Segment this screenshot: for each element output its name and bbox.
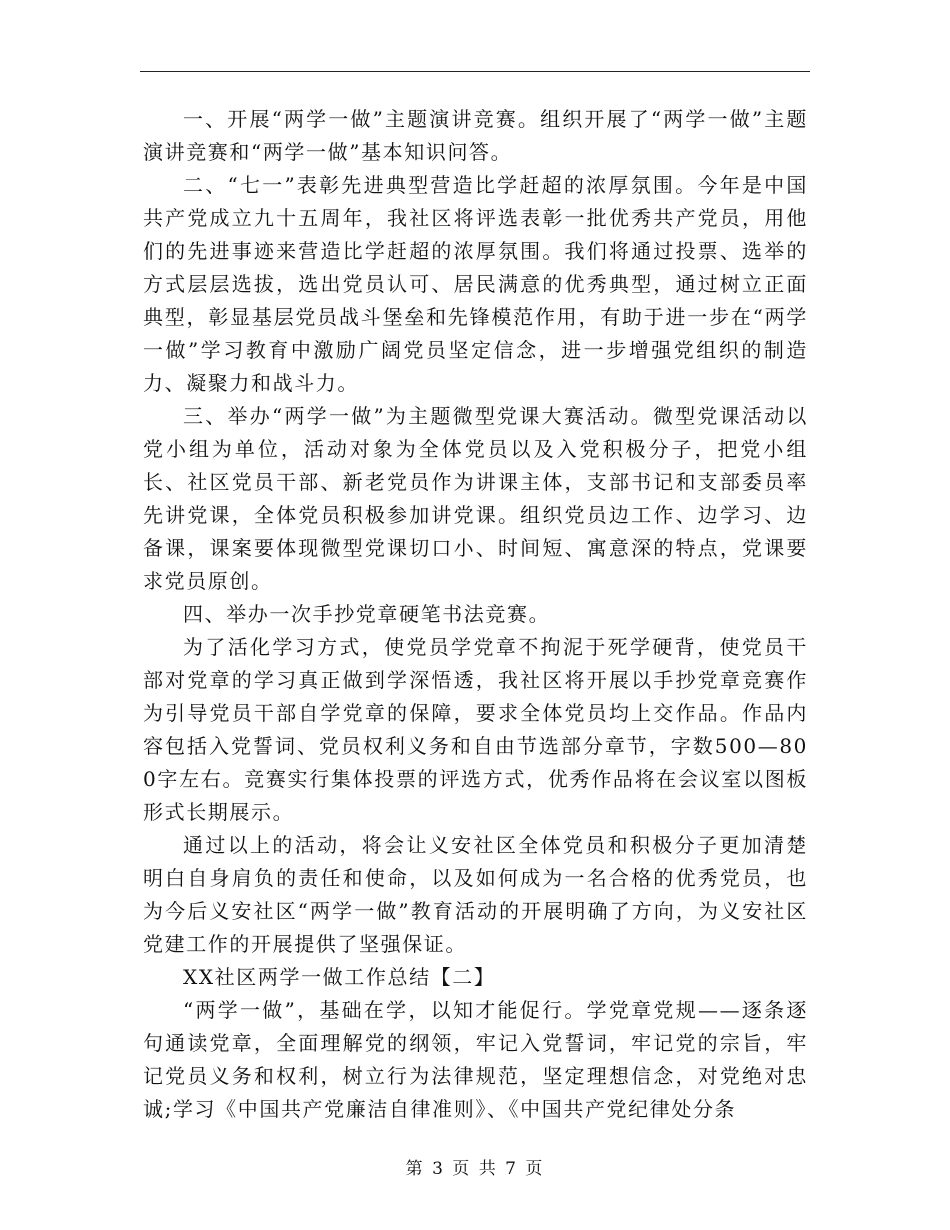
paragraph-item-1: 一、开展“两学一做”主题演讲竞赛。组织开展了“两学一做”主题演讲竞赛和“两学一做”基本知识问答。 bbox=[143, 107, 808, 164]
document-body bbox=[143, 103, 808, 1126]
section-heading: XX社区两学一做工作总结【二】 bbox=[183, 965, 496, 989]
header-rule bbox=[140, 71, 810, 72]
page-number-footer: 第 3 页 共 7 页 bbox=[405, 1159, 545, 1179]
paragraph-item-6: 通过以上的活动，将会让义安社区全体党员和积极分子更加清楚明白自身肩负的责任和使命，以及如何成为一名合格的优秀党员，也为今后义安社区“两学一做”教育活动的开展明确了方向，为义安社区党建工作的开展提供了坚强保证。 bbox=[143, 833, 808, 956]
paragraph-item-8: “两学一做”，基础在学，以知才能促行。学党章党规——逐条逐句通读党章，全面理解党的纲领，牢记入党誓词，牢记党的宗旨，牢记党员义务和权利，树立行为法律规范，坚定理想信念，对党绝对忠诚;学习《中国共产党廉洁自律准则》、《中国共产党纪律处分条 bbox=[143, 998, 808, 1121]
paragraph-item-4: 四、举办一次手抄党章硬笔书法竞赛。 bbox=[183, 602, 551, 626]
paragraph-item-5: 为了活化学习方式，使党员学党章不拘泥于死学硬背，使党员干部对党章的学习真正做到学深悟透，我社区将开展以手抄党章竞赛作为引导党员干部自学党章的保障，要求全体党员均上交作品。作品内容包括入党誓词、党员权利义务和自由节选部分章节，字数500—800字左右。竞赛实行集体投票的评选方式，优秀作品将在会议室以图板形式长期展示。 bbox=[143, 635, 808, 824]
paragraph-item-2: 二、“七一”表彰先进典型营造比学赶超的浓厚氛围。今年是中国共产党成立九十五周年，我社区将评选表彰一批优秀共产党员，用他们的先进事迹来营造比学赶超的浓厚氛围。我们将通过投票、选举的方式层层选拔，选出党员认可、居民满意的优秀典型，通过树立正面典型，彰显基层党员战斗堡垒和先锋模范作用，有助于进一步在“两学一做”学习教育中激励广阔党员坚定信念，进一步增强党组织的制造力、凝聚力和战斗力。 bbox=[143, 173, 808, 395]
paragraph-item-3: 三、举办“两学一做”为主题微型党课大赛活动。微型党课活动以党小组为单位，活动对象为全体党员以及入党积极分子，把党小组长、社区党员干部、新老党员作为讲课主体，支部书记和支部委员率先讲党课，全体党员积极参加讲党课。组织党员边工作、边学习、边备课，课案要体现微型党课切口小、时间短、寓意深的特点，党课要求党员原创。 bbox=[143, 404, 808, 593]
